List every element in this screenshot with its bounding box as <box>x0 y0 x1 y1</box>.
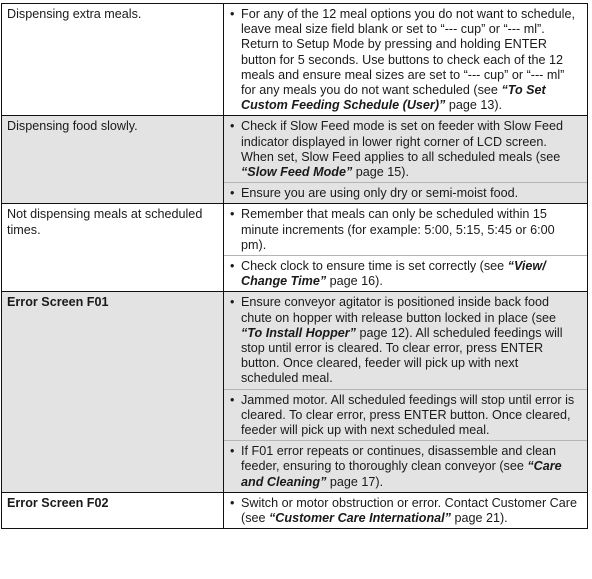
troubleshooting-table <box>1 3 588 529</box>
bullet-icon: • <box>230 444 235 459</box>
solution-text: For any of the 12 meal options you do not want to schedule, leave meal size field blank or set to “--- cup” or “--- ml”. Return to Setup Mode by pressing and holding ENTER button for 5 seconds. Use buttons to check each of the 12 meals and ensure meal sizes are set to “--- cup” or “--- ml” for any meals you do not want scheduled (see <box>241 7 575 98</box>
page-reference: “To Install Hopper” <box>241 325 356 340</box>
bullet-icon: • <box>230 259 235 274</box>
solution-text: If F01 error repeats or continues, disassemble and clean feeder, ensuring to thoroughly clean conveyor (see <box>241 444 557 474</box>
table-row <box>2 116 588 204</box>
solutions-cell <box>224 204 588 292</box>
bullet-icon: • <box>230 392 235 407</box>
problem-cell: Dispensing food slowly. <box>2 116 224 204</box>
table-row <box>2 4 588 116</box>
solution-text: page 16). <box>326 274 383 289</box>
solution-text: page 12). All scheduled feedings will stop until error is cleared. To clear error, press ENTER button. Once cleared, feeder will pick up with next scheduled meal. <box>241 325 563 386</box>
solution-text: Jammed motor. All scheduled feedings will stop until error is cleared. To clear error, press ENTER button. Once cleared, feeder will pick up with next scheduled meal. <box>241 392 575 438</box>
solution-item <box>224 493 587 528</box>
solution-text: Ensure you are using only dry or semi-moist food. <box>241 186 519 201</box>
bullet-icon: • <box>230 119 235 134</box>
solution-text: Switch or motor obstruction or error. Contact Customer Care (see <box>241 495 577 526</box>
bullet-icon: • <box>230 495 235 510</box>
solution-text: Remember that meals can only be scheduled within 15 minute increments (for example: 5:00, 5:15, 5:45 or 6:00 pm). <box>241 207 555 252</box>
solution-text: page 21). <box>450 511 508 526</box>
page-reference: “To Set Custom Feeding Schedule (User)” <box>241 83 546 113</box>
page-reference: “View/ Change Time” <box>241 259 546 289</box>
bullet-icon: • <box>230 186 235 201</box>
bullet-icon: • <box>230 207 235 222</box>
solution-item <box>224 255 587 291</box>
solutions-cell <box>224 292 588 492</box>
problem-cell: Dispensing extra meals. <box>2 4 224 116</box>
problem-cell: Error Screen F01 <box>2 292 224 492</box>
table-row <box>2 204 588 292</box>
problem-cell: Error Screen F02 <box>2 492 224 528</box>
solution-item <box>224 292 587 388</box>
bullet-icon: • <box>230 7 235 21</box>
solution-text: page 13). <box>445 98 503 113</box>
solutions-cell <box>224 116 588 204</box>
page-reference: “Slow Feed Mode” <box>241 165 353 180</box>
solution-item <box>224 204 587 255</box>
table-row <box>2 292 588 492</box>
solution-item <box>224 182 587 203</box>
bullet-icon: • <box>230 295 235 310</box>
page-reference: “Customer Care International” <box>269 511 451 526</box>
solutions-cell <box>224 4 588 116</box>
solution-item <box>224 4 587 115</box>
solution-item <box>224 389 587 441</box>
solution-item <box>224 440 587 492</box>
troubleshooting-table-body <box>2 4 588 529</box>
solution-text: page 17). <box>326 474 384 489</box>
problem-cell: Not dispensing meals at scheduled times. <box>2 204 224 292</box>
solution-text: Check clock to ensure time is set correctly (see <box>241 259 508 274</box>
solution-text: page 15). <box>352 165 409 180</box>
page-reference: “Care and Cleaning” <box>241 459 562 489</box>
troubleshooting-table-wrapper <box>1 3 588 529</box>
solution-text: Ensure conveyor agitator is positioned inside back food chute on hopper with release button locked in place (see <box>241 295 557 325</box>
solutions-cell <box>224 492 588 528</box>
table-row <box>2 492 588 528</box>
solution-text: Check if Slow Feed mode is set on feeder with Slow Feed indicator displayed in lower right corner of LCD screen. When set, Slow Feed applies to all scheduled meals (see <box>241 119 563 164</box>
solution-item <box>224 116 587 182</box>
